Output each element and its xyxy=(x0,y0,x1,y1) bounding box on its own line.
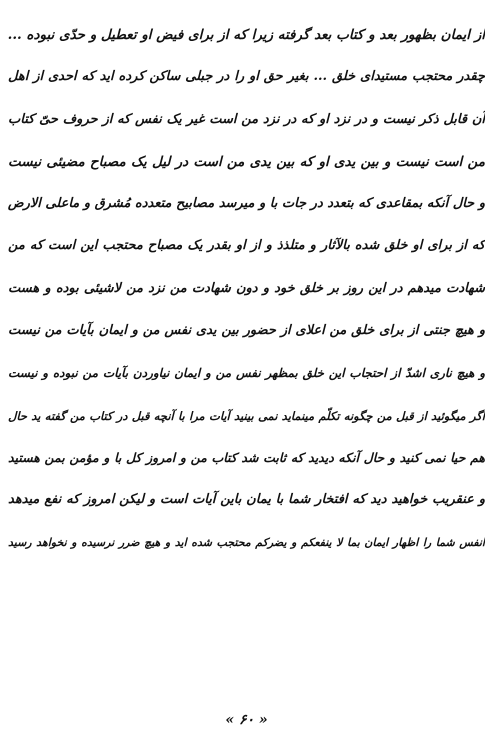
text-line-10: اگر میگوئید از قبل من چگونه تکلّم مینماید نمی بینید آیات مرا با آنچه قبل در کتاب من گفته ید حال xyxy=(8,408,485,423)
text-line-3: آن قابل ذکر نیست و در نزد او که در نزد من است غیر یک نفس که از حروف حیّ کتاب xyxy=(8,111,485,127)
text-line-5: و حال آنکه بمقاعدی که بتعدد در جات با و میرسد مصابیح متعدده مُشرق و ماعلی الارض xyxy=(8,196,485,212)
text-line-13: انفس شما را اظهار ایمان بما لا ینفعکم و یضرکم محتجب شده اید و هیچ ضرر نرسیده و نخواهد رسید xyxy=(8,535,485,549)
text-line-12: و عنقریب خواهید دید که افتخار شما با یمان باین آیات است و لیکن امروز که نفع میدهد xyxy=(8,492,485,508)
text-line-1: از ایمان بظهور بعد و کتاب بعد گرفته زیرا که از برای فیض او تعطیل و حدّی نبوده ... xyxy=(8,27,485,43)
text-line-11: هم حیا نمی کنید و حال آنکه دیدید که ثابت شد کتاب من و امروز کل با و مؤمن بمن هستید xyxy=(8,449,485,465)
body-text xyxy=(8,14,485,564)
text-line-7: شهادت میدهم در این روز بر خلق خود و دون شهادت من نزد من لاشیئی بوده و هست xyxy=(8,280,485,296)
text-line-9: و هیچ ناری اشدّ از احتجاب این خلق بمظهر نفس من و ایمان نیاوردن بآیات من نبوده و نیست xyxy=(8,366,485,381)
text-line-8: و هیچ جنتی از برای خلق من اعلای از حضور بین یدی نفس من و ایمان بآیات من نیست xyxy=(8,323,485,339)
text-line-2: چقدر محتجب مستیدای خلق ... بغیر حق او را در جبلی ساکن کرده اید که احدی از اهل xyxy=(8,69,485,85)
text-line-4: من است نیست و بین یدی او که بین یدی من است در لیل یک مصباح مضیئی نیست xyxy=(8,153,485,170)
page-number: « ۶۰ » xyxy=(225,712,268,728)
text-line-6: که از برای او خلق شده بالآثار و متلذذ و از او بقدر یک مصباح محتجب این است که من xyxy=(8,238,485,254)
